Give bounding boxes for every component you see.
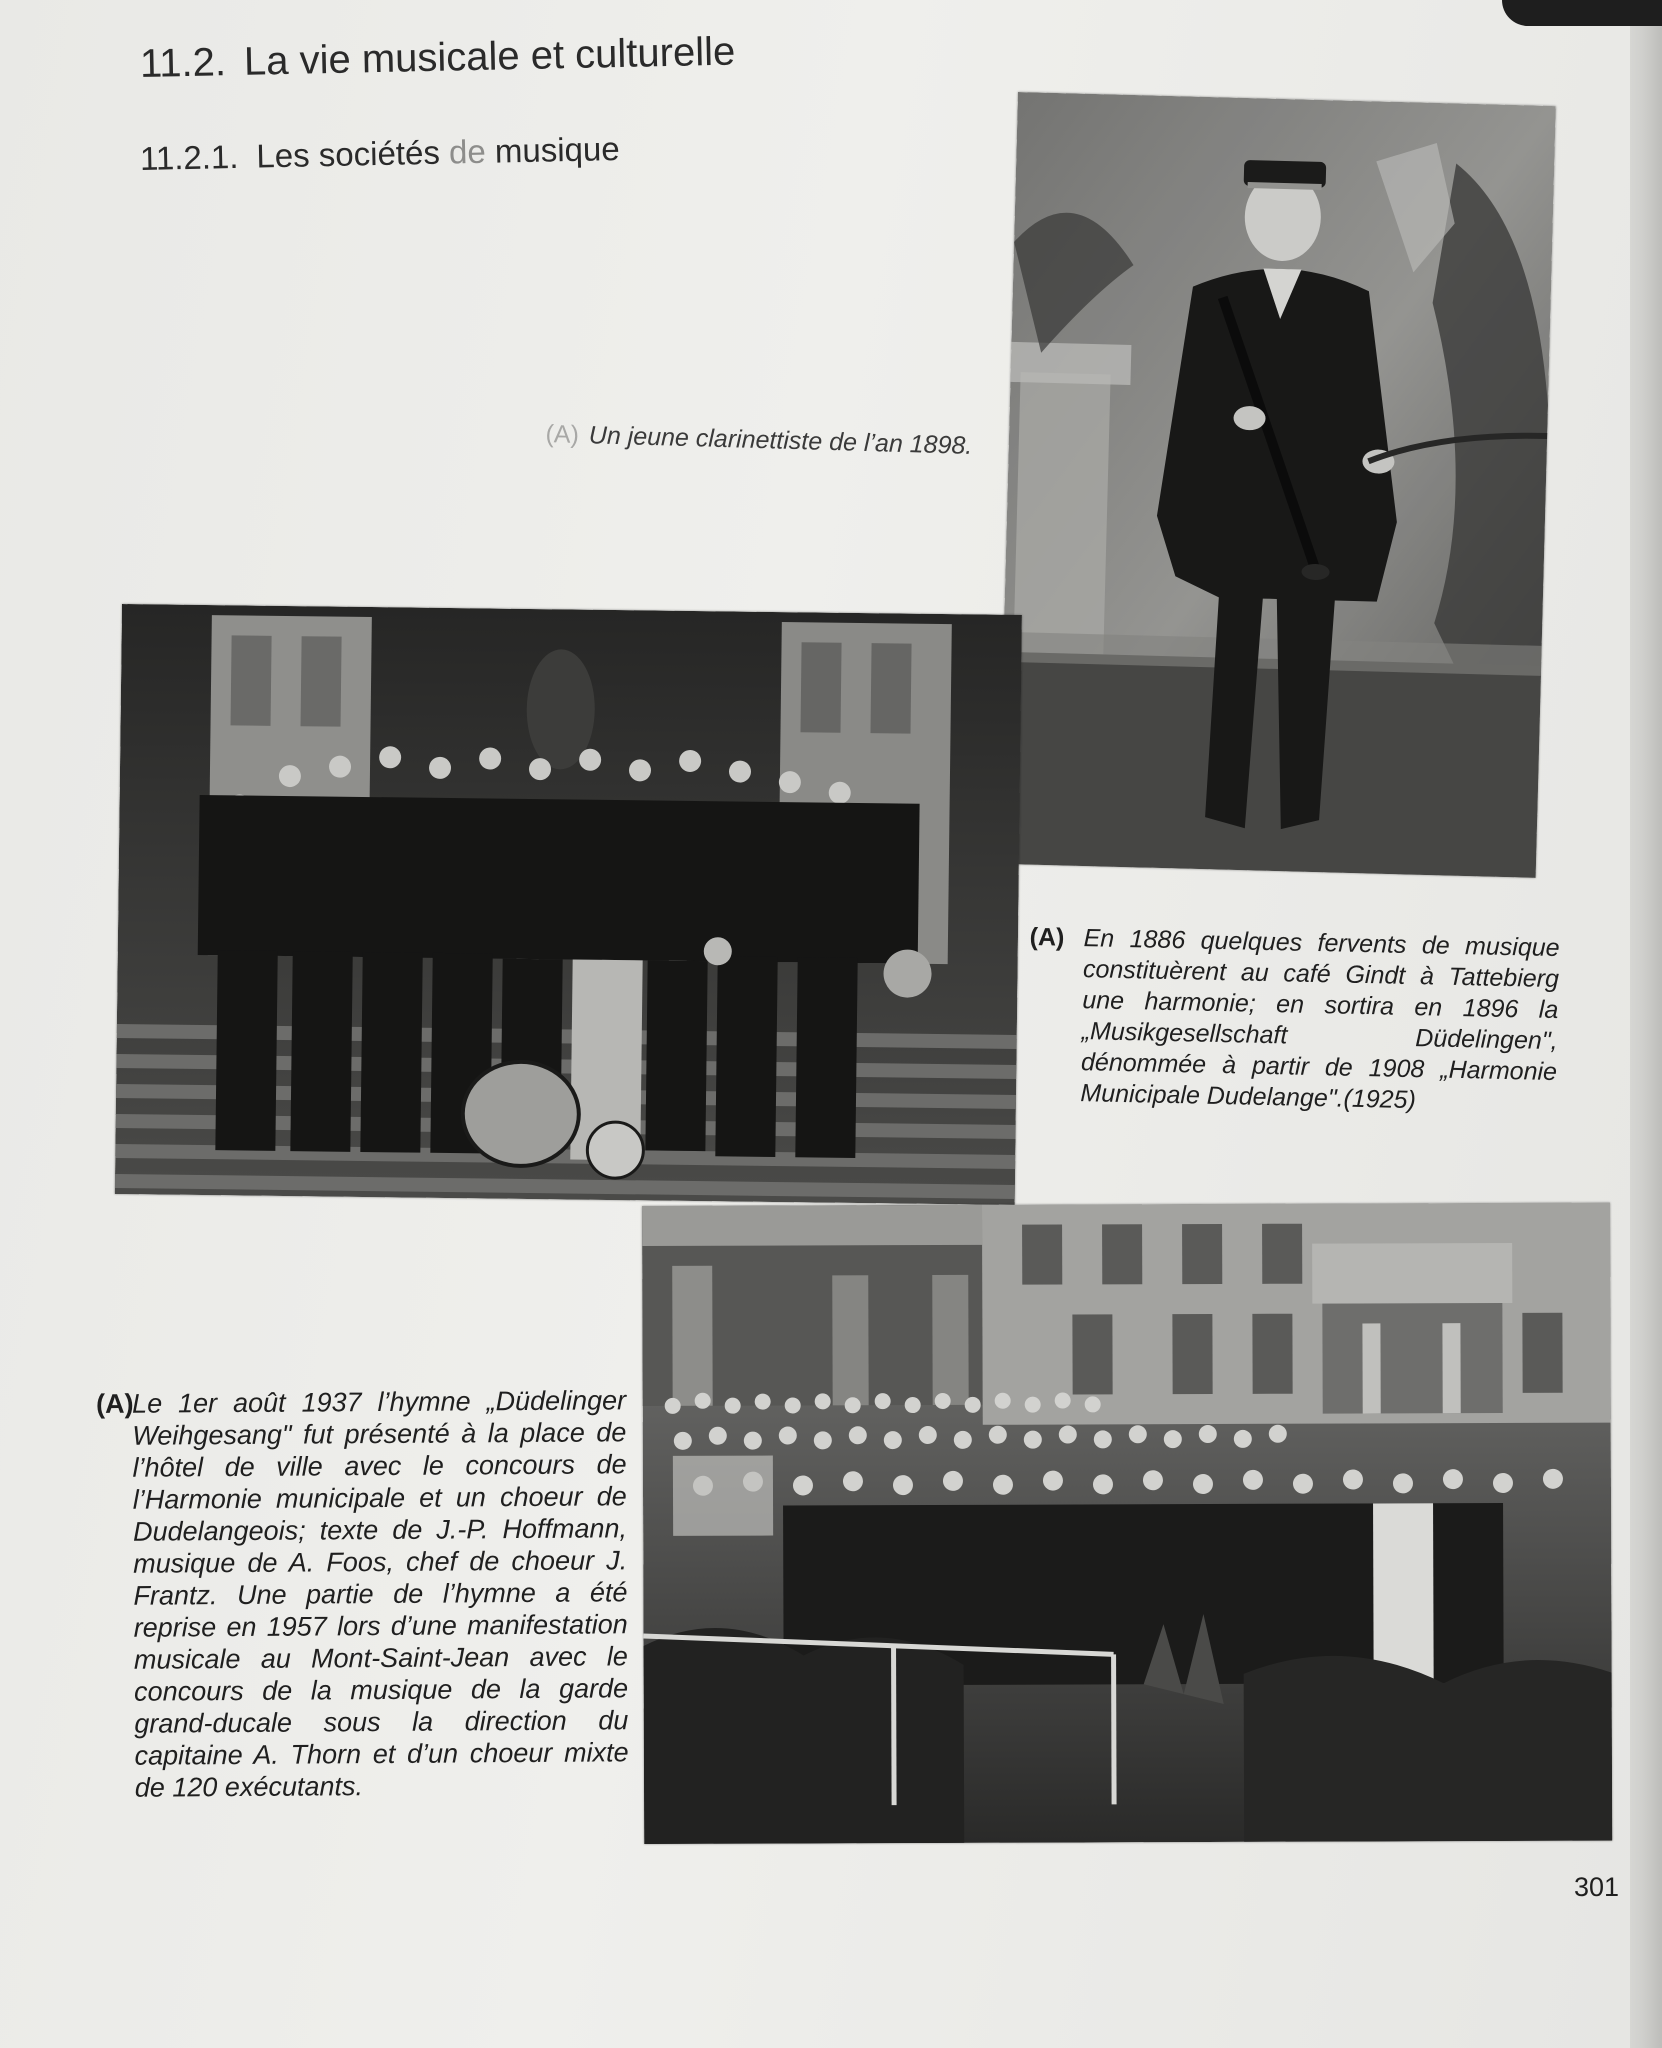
hymne-caption bbox=[96, 1384, 629, 1804]
clarinettist-photo-image bbox=[998, 92, 1556, 878]
section-heading bbox=[140, 30, 736, 87]
harmonie-caption bbox=[1026, 922, 1560, 1119]
section-title: La vie musicale et culturelle bbox=[243, 29, 736, 84]
subsection-heading bbox=[140, 130, 620, 178]
harmonie-band-photo bbox=[115, 604, 1022, 1205]
subsection-title-end: musique bbox=[485, 129, 620, 170]
hymne-caption-tag: (A) bbox=[96, 1388, 134, 1419]
adjacent-page-edge bbox=[1630, 0, 1662, 2048]
harmonie-caption-text: En 1886 quelques fervents de musique constituèrent au café Gindt à Tattebierg une harmonie; en sortira en 1896 la „Musikgesellschaft Düdelingen", dénommée à partir de 1908 „Harmonie Municipale Dudelange".(1925) bbox=[1080, 924, 1560, 1115]
harmonie-caption-tag: (A) bbox=[1029, 922, 1065, 952]
clarinettist-caption bbox=[545, 418, 1016, 463]
clarinettist-caption-tag: (A) bbox=[545, 419, 580, 449]
subsection-title-faded: de bbox=[448, 132, 487, 171]
clarinettist-photo bbox=[998, 92, 1556, 878]
hymne-crowd-photo bbox=[642, 1203, 1612, 1844]
page-number: 301 bbox=[1574, 1872, 1620, 1902]
section-number: 11.2. bbox=[139, 40, 227, 86]
clarinettist-caption-text: Un jeune clarinettiste de l’an 1898. bbox=[588, 421, 973, 460]
harmonie-band-photo-image bbox=[115, 604, 1022, 1205]
subsection-number: 11.2.1. bbox=[139, 137, 239, 177]
hymne-crowd-photo-image bbox=[642, 1203, 1612, 1844]
binding-shadow bbox=[1502, 0, 1662, 26]
subsection-title-start: Les sociétés bbox=[256, 133, 450, 175]
hymne-caption-text: Le 1er août 1937 l’hymne „Düdelinger Weihgesang" fut présenté à la place de l’hôtel de ville avec le concours de l’Harmonie municipale et un choeur de Dudelangeois; texte de J.-P. Hoffmann, musique de A. Foos, chef de choeur J. Frantz. Une partie de l’hymne a été reprise en 1957 lors d’une manifestation musicale au Mont-Saint-Jean avec le concours de la musique de la garde grand-ducale sous la direction du capitaine A. Thorn et d’un choeur mixte de 120 exécutants. bbox=[132, 1385, 629, 1803]
